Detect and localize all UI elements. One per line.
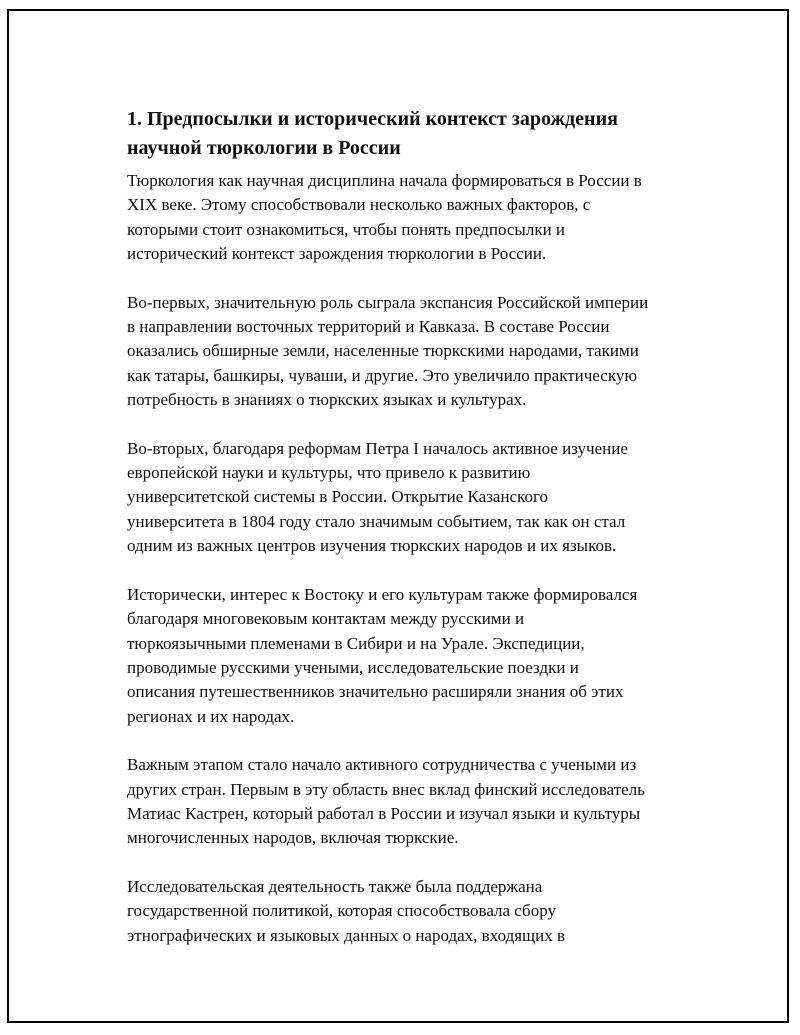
text-line: благодаря многовековым контактам между русскими и — [127, 609, 525, 629]
text-line: Тюркология как научная дисциплина начала формироваться в России в — [127, 171, 642, 190]
paragraph — [127, 875, 717, 948]
heading-line: научной тюркологии в России — [127, 137, 401, 159]
text-line: одним из важных центров изучения тюркских народов и их языков. — [127, 536, 617, 556]
text-line: потребность в знаниях о тюркских языках и культурах. — [127, 390, 527, 410]
paragraph — [127, 437, 717, 559]
text-line: как татары, башкиры, чуваши, и другие. Это увеличило практическую — [127, 365, 638, 385]
heading-line: 1. Предпосылки и исторический контекст зарождения — [127, 108, 618, 130]
paragraph — [127, 169, 717, 267]
paragraph — [127, 291, 717, 413]
text-line: XIX веке. Этому способствовали несколько важных факторов, с — [127, 195, 591, 215]
text-line: многочисленных народов, включая тюркские. — [127, 828, 459, 848]
section-heading — [127, 105, 717, 163]
text-line: Во-первых, значительную роль сыграла экспансия Российской империи — [127, 292, 649, 312]
text-line: Исторически, интерес к Востоку и его культурам также формировался — [127, 584, 638, 604]
text-line: университетской системы в России. Открытие Казанского — [127, 487, 549, 507]
page-frame — [7, 9, 789, 1023]
text-line: проводимые русскими учеными, исследовательские поездки и — [127, 657, 579, 677]
text-line: Матиас Кастрен, который работал в России и изучал языки и культуры — [127, 803, 641, 823]
text-line: Важным этапом стало начало активного сотрудничества с учеными из — [127, 755, 637, 775]
text-line: которыми стоит ознакомиться, чтобы понять предпосылки и — [127, 219, 566, 239]
document-body — [127, 105, 717, 972]
text-line: Во-вторых, благодаря реформам Петра I началось активное изучение — [127, 438, 628, 458]
text-line: в направлении восточных территорий и Кавказа. В составе России — [127, 317, 610, 337]
text-line: других стран. Первым в эту область внес вклад финский исследователь — [127, 779, 645, 799]
text-line: тюркоязычными племенами в Сибири и на Урале. Экспедиции, — [127, 633, 585, 653]
text-line: европейской науки и культуры, что привело к развитию — [127, 463, 531, 483]
text-line: этнографических и языковых данных о народах, входящих в — [127, 925, 566, 945]
text-line: регионах и их народах. — [127, 706, 295, 726]
text-line: университета в 1804 году стало значимым событием, так как он стал — [127, 511, 626, 531]
paragraph — [127, 583, 717, 729]
text-line: оказались обширные земли, населенные тюркскими народами, такими — [127, 341, 639, 361]
text-line: описания путешественников значительно расширяли знания об этих — [127, 682, 624, 702]
text-line: государственной политикой, которая способствовала сбору — [127, 901, 556, 921]
text-line: Исследовательская деятельность также была поддержана — [127, 876, 543, 896]
paragraph — [127, 753, 717, 851]
text-line: исторический контекст зарождения тюркологии в России. — [127, 244, 547, 264]
